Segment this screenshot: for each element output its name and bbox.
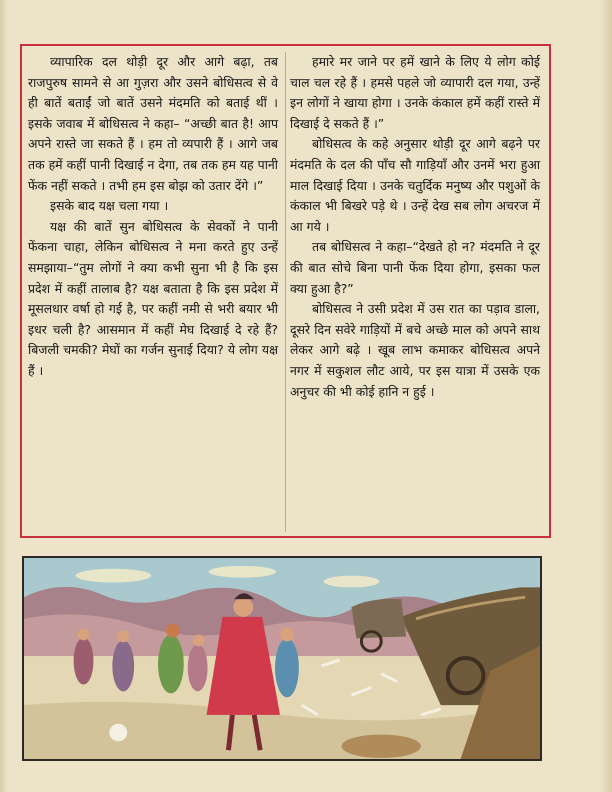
wagon bbox=[351, 599, 406, 639]
cloud bbox=[324, 576, 380, 588]
left-column bbox=[28, 52, 278, 382]
right-column bbox=[290, 52, 540, 402]
column-divider bbox=[285, 52, 286, 532]
paragraph: तब बोधिसत्व ने कहा–“देखते हो न? मंदमति ने दूर की बात सोचे बिना पानी फेंक दिया होगा, इसका फल क्या हुआ है?” bbox=[290, 239, 540, 296]
basket bbox=[342, 734, 421, 758]
paragraph: हमारे मर जाने पर हमें खाने के लिए ये लोग कोई चाल चल रहे हैं । हमसे पहले जो व्यापारी दल गया, उन्हें इन लोगों ने खाया होगा । उनके कंकाल हमें कहीं रास्ते में दिखाई दे सकते हैं ।” bbox=[290, 54, 540, 131]
paragraph: इसके बाद यक्ष चला गया । bbox=[50, 198, 169, 214]
paragraph: बोधिसत्व के कहे अनुसार थोड़ी दूर आगे बढ़ने पर मंदमति के दल की पाँच सौ गाड़ियाँ और उनमें भरा हुआ माल दिखाई दिया । उनके चतुर्दिक मनुष्य और पशुओं के कंकाल भी बिखरे पड़े थे । उन्हें देख सब लोग अचरज में आ गये । bbox=[290, 136, 540, 234]
skull bbox=[109, 724, 127, 742]
illustration-scene bbox=[24, 558, 540, 759]
cloud bbox=[76, 569, 151, 583]
paragraph: यक्ष की बातें सुन बोधिसत्व के सेवकों ने पानी फेंकना चाहा, लेकिन बोधिसत्व ने मना करते हुए उन्हें समझाया–“तुम लोगों ने क्या कभी सुना भी है कि इस प्रदेश में कहीं तालाब है? यक्ष बताता है कि इस प्रदेश में मूसलधार वर्षा हो गई है, पर कहीं नमी से भरी बयार भी इधर चली है? आसमान में कहीं मेघ दिखाई दे रहे हैं? बिजली चमकी? मेघों का गर्जन सुनाई दिया? ये लोग यक्ष हैं । bbox=[28, 218, 278, 378]
paragraph: बोधिसत्व ने उसी प्रदेश में उस रात का पड़ाव डाला, दूसरे दिन सवेरे गाड़ियों में बचे अच्छे माल को अपने साथ लेकर आगे बढ़े । खूब लाभ कमाकर बोधिसत्व अपने नगर में सकुशल लौट आये, पर इस यात्रा में उसके एक अनुचर की भी कोई हानि न हुई । bbox=[290, 301, 540, 399]
story-illustration bbox=[22, 556, 542, 761]
cloud bbox=[209, 566, 276, 578]
paragraph: व्यापारिक दल थोड़ी दूर और आगे बढ़ा, तब राजपुरुष सामने से आ गुज़रा और उसने बोधिसत्व से वे ही बातें बताईं जो बातें उसने मंदमति को बताई थीं । इसके जवाब में बोधिसत्व ने कहा– “अच्छी बात है! आप अपने रास्ते जा सकते हैं । हम तो व्यपारी हैं । आगे जब तक हमें कहीं पानी दिखाई न देगा, तब तक हम यह पानी फेंक नहीं सकते । तभी हम इस बोझ को उतार देंगे ।” bbox=[28, 54, 278, 193]
